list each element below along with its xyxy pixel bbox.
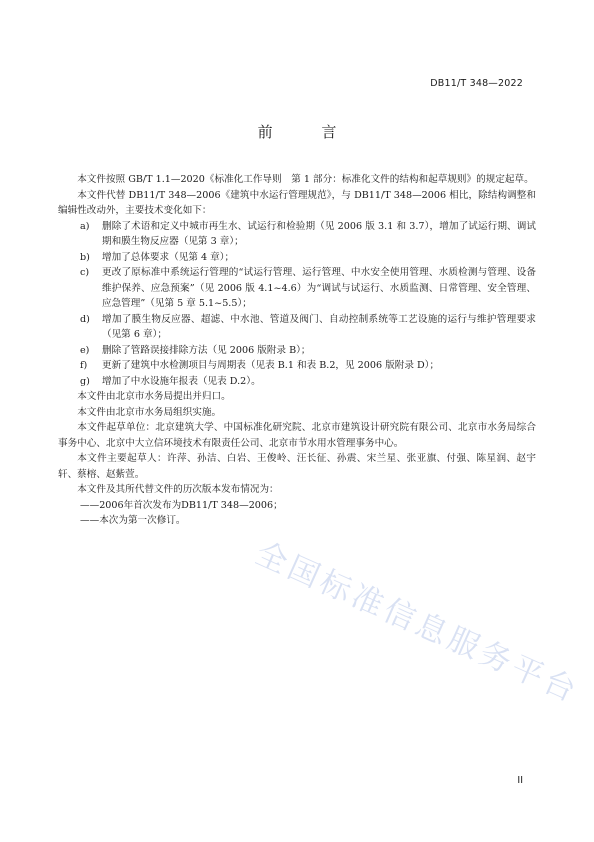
list-item xyxy=(58,219,536,250)
list-item-label: g) xyxy=(80,375,90,387)
paragraph-proposer: 本文件由北京市水务局提出并归口。 xyxy=(77,391,231,402)
list-item-text: 增加了中水设施年报表（见表 D.2）。 xyxy=(102,375,261,387)
list-item-text: 增加了膜生物反应器、超滤、中水池、管道及阀门、自动控制系统等工艺设施的运行与维护管理要求（见第 6 章）； xyxy=(102,313,536,340)
history-item: ——2006年首次发布为DB11/T 348—2006； xyxy=(80,499,283,511)
page-number: II xyxy=(517,775,523,786)
list-item-label: e) xyxy=(80,344,90,356)
list-item-text: 删除了管路误接排除方法（见 2006 版附录 B）； xyxy=(102,344,311,356)
paragraph-basis: 本文件按照 GB/T 1.1—2020《标准化工作导则 第 1 部分：标准化文件的结构和起草规则》的规定起草。 xyxy=(77,174,534,185)
list-item xyxy=(58,343,536,359)
list-item-text: 更新了建筑中水检测项目与周期表（见表 B.1 和表 B.2，见 2006 版附录 D）； xyxy=(102,360,440,371)
list-item-label: b) xyxy=(80,251,90,263)
list-item-label: d) xyxy=(80,313,90,325)
paragraph-history-intro: 本文件及其所代替文件的历次版本发布情况为： xyxy=(77,484,279,495)
doc-code: DB11/T 348—2022 xyxy=(430,78,523,89)
paragraph-drafting-units: 本文件起草单位：北京建筑大学、中国标准化研究院、北京市建筑设计研究院有限公司、北京市水务局综合事务中心、北京中大立信环境技术有限责任公司、北京市节水用水管理事务中心。 xyxy=(58,422,536,449)
document-body xyxy=(58,172,536,529)
list-item-text: 增加了总体要求（见第 4 章）； xyxy=(102,251,235,263)
list-item-label: c) xyxy=(80,267,90,278)
paragraph-replaces: 本文件代替 DB11/T 348—2006《建筑中水运行管理规范》，与 DB11/T 348—2006 相比，除结构调整和编辑性改动外，主要技术变化如下： xyxy=(58,189,536,216)
list-item xyxy=(58,250,536,266)
list-item-label: f) xyxy=(80,360,88,371)
page-title: 前 言 xyxy=(257,123,359,141)
list-item-label: a) xyxy=(80,220,90,232)
paragraph-implementer: 本文件由北京市水务局组织实施。 xyxy=(77,406,222,418)
list-item-text: 删除了术语和定义中城市再生水、试运行和检验期（见 2006 版 3.1 和 3.7），增加了试运行期、调试期和膜生物反应器（见第 3 章）； xyxy=(102,220,536,247)
list-item xyxy=(58,265,536,312)
watermark: 全国标准信息服务平台 xyxy=(250,535,585,711)
list-item-text: 更改了原标准中系统运行管理的“试运行管理、运行管理、中水安全使用管理、水质检测与管理、设备维护保养、应急预案”（见 2006 版 4.1~4.6）为“调试与试运行、水质监测、日常管理、安全管理、应急管理”（见第 5 章 5.1~5.5）； xyxy=(102,267,536,309)
paragraph-drafters: 本文件主要起草人：许萍、孙洁、白岩、王俊岭、汪长征、孙震、宋兰星、张亚旗、付强、陈星润、赵宇轩、蔡榕、赵紫萱。 xyxy=(58,453,536,480)
history-item: ——本次为第一次修订。 xyxy=(80,515,186,526)
list-item xyxy=(58,374,536,390)
list-item xyxy=(58,358,536,374)
list-item xyxy=(58,312,536,343)
